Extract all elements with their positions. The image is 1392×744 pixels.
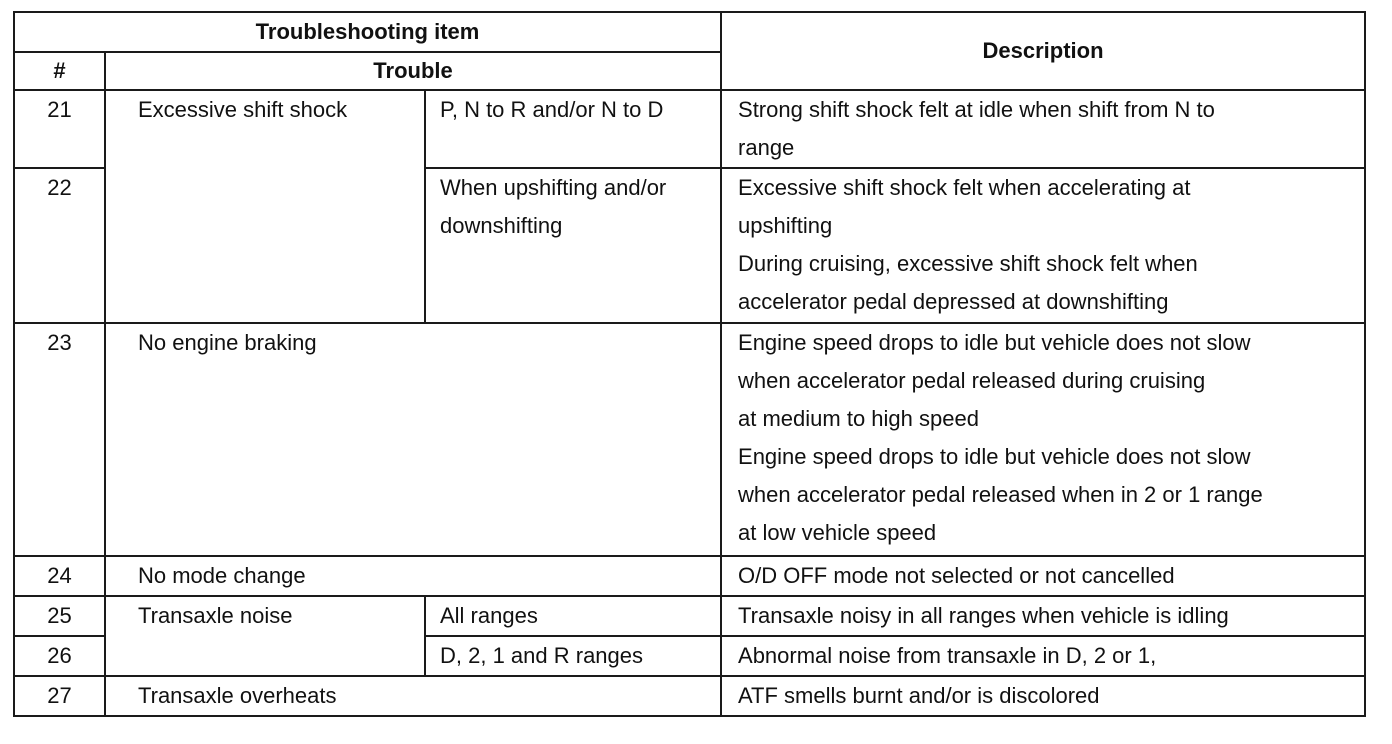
description-cell: ATF smells burnt and/or is discolored (721, 676, 1365, 716)
description-line: Engine speed drops to idle but vehicle does not slow (738, 329, 1251, 355)
description-line: Strong shift shock felt at idle when shift from N to (738, 97, 1215, 123)
description-line: accelerator pedal depressed at downshifting (738, 289, 1169, 315)
row-number: 22 (14, 168, 105, 322)
trouble-item: Transaxle overheats (105, 676, 721, 716)
row-number: 24 (14, 556, 105, 596)
description-cell (721, 168, 1365, 322)
table-row (14, 556, 1365, 596)
description-line: when accelerator pedal released when in 2 or 1 range (738, 481, 1263, 507)
description-cell: O/D OFF mode not selected or not cancelled (721, 556, 1365, 596)
table-row (14, 90, 1365, 168)
trouble-condition: P, N to R and/or N to D (425, 90, 721, 168)
description-line: upshifting (738, 213, 833, 239)
trouble-item: No mode change (105, 556, 721, 596)
description-line: range (738, 135, 795, 161)
row-number: 26 (14, 636, 105, 676)
description-line: at low vehicle speed (738, 519, 937, 545)
header-troubleshooting-item: Troubleshooting item (14, 12, 721, 52)
description-line: Engine speed drops to idle but vehicle does not slow (738, 443, 1251, 469)
condition-line: downshifting (440, 213, 563, 239)
trouble-condition: All ranges (425, 596, 721, 636)
description-line: Excessive shift shock felt when accelerating at (738, 175, 1191, 201)
table-row (14, 676, 1365, 716)
row-number: 27 (14, 676, 105, 716)
table-row (14, 323, 1365, 556)
header-description: Description (721, 12, 1365, 90)
row-number: 23 (14, 323, 105, 556)
description-line: During cruising, excessive shift shock felt when (738, 251, 1198, 277)
table-row (14, 596, 1365, 636)
description-cell: Transaxle noisy in all ranges when vehicle is idling (721, 596, 1365, 636)
header-trouble: Trouble (105, 52, 721, 90)
description-cell: Abnormal noise from transaxle in D, 2 or 1, (721, 636, 1365, 676)
trouble-condition: D, 2, 1 and R ranges (425, 636, 721, 676)
description-line: at medium to high speed (738, 405, 979, 431)
description-cell (721, 323, 1365, 556)
row-number: 25 (14, 596, 105, 636)
troubleshooting-table (13, 11, 1366, 717)
header-row-1 (14, 12, 1365, 52)
condition-line: When upshifting and/or (440, 175, 667, 201)
row-number: 21 (14, 90, 105, 168)
trouble-item: Transaxle noise (105, 596, 425, 676)
trouble-condition (425, 168, 721, 322)
trouble-item: Excessive shift shock (105, 90, 425, 323)
trouble-item: No engine braking (105, 323, 721, 556)
description-cell (721, 90, 1365, 168)
header-number: # (14, 52, 105, 90)
description-line: when accelerator pedal released during cruising (738, 367, 1206, 393)
